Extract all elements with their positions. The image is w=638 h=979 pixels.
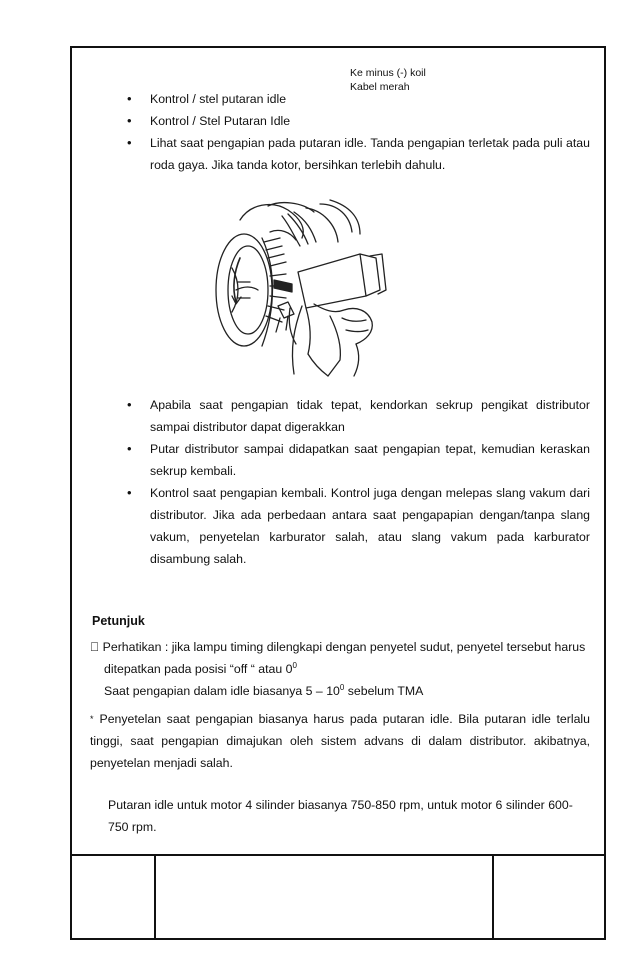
note-paragraph-1: [90, 636, 590, 702]
note-line-1: Perhatikan : jika lampu timing dilengkapi dengan penyetel sudut, penyetel tersebut harus: [90, 640, 573, 654]
list-item: • Kontrol saat pengapian kembali. Kontrol juga dengan melepas slang vakum dari distributor. Jika ada perbedaan antara saat pengapapian dengan/tanpa slang vakum, penyetelan karburator salah, atau slang vakum pada karburator disambung salah.: [72, 482, 604, 570]
footer-divider-left: [154, 856, 156, 938]
list-item: • Putar distributor sampai didapatkan saat pengapian tepat, kemudian keraskan sekrup kembali.: [72, 438, 604, 482]
annotation-line-2: Kabel merah: [350, 80, 410, 93]
list-item: • Lihat saat pengapian pada putaran idle. Tanda pengapian terletak pada puli atau roda gaya. Jika tanda kotor, bersihkan terlebih dahulu.: [72, 132, 604, 176]
list-item: • Kontrol / stel putaran idle: [72, 88, 604, 110]
procedure-list-top: [72, 88, 604, 176]
note-line-3-end: sebelum TMA: [344, 684, 424, 698]
asterisk-marker: *: [90, 714, 94, 724]
note-line-2-text: ditepatkan pada posisi “off “ atau 0: [104, 662, 293, 676]
degree-superscript: 0: [339, 682, 345, 692]
timing-light-illustration: [210, 198, 388, 378]
section-heading: Petunjuk: [92, 614, 145, 628]
footer-divider-right: [492, 856, 494, 938]
note-paragraph-2: [90, 708, 590, 774]
note-line-2: [90, 658, 590, 680]
missing-glyph-marker: [90, 640, 99, 654]
footer-table: [72, 854, 604, 938]
list-item: • Apabila saat pengapian tidak tepat, kendorkan sekrup pengikat distributor sampai distributor dapat digerakkan: [72, 394, 604, 438]
degree-superscript: 0: [292, 660, 297, 670]
note-paragraph-2-text: Penyetelan saat pengapian biasanya harus pada putaran idle. Bila putaran idle terlalu tinggi, saat pengapian dimajukan oleh sistem advans di dalam distributor. akibatnya, penyetelan menjadi salah.: [90, 712, 590, 770]
note-paragraph-3: Putaran idle untuk motor 4 silinder biasanya 750-850 rpm, untuk motor 6 silinder 600-750 rpm.: [108, 798, 573, 834]
annotation-line-1: Ke minus (-) koil: [350, 67, 426, 79]
note-line-3-text: Saat pengapian dalam idle biasanya 5 – 10: [104, 684, 340, 698]
note-line-3: [90, 680, 590, 702]
page-frame: [70, 46, 606, 940]
procedure-list-bottom: [72, 394, 604, 570]
list-item: • Kontrol / Stel Putaran Idle: [72, 110, 604, 132]
content-area: [72, 48, 604, 858]
